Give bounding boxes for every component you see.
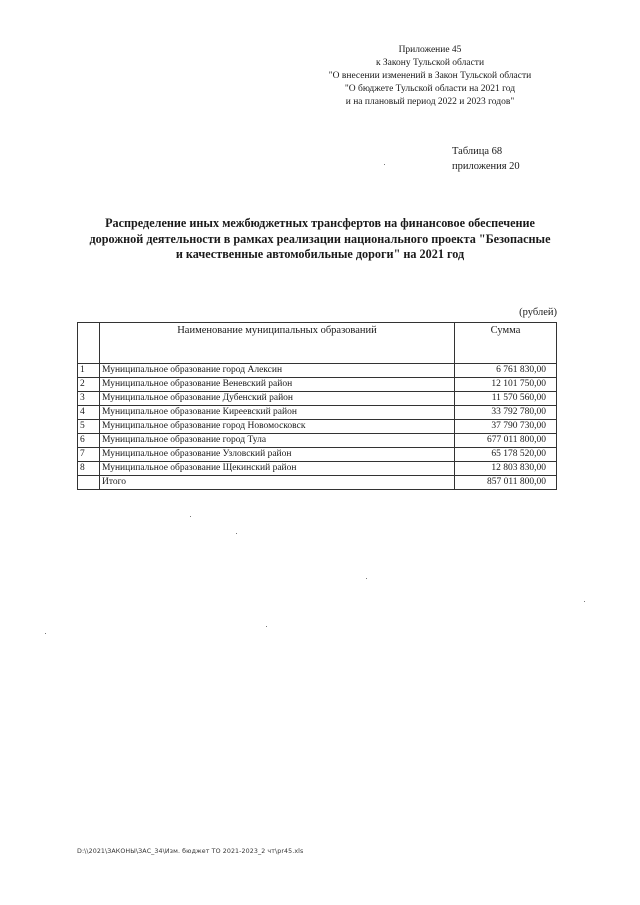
table-row: [78, 420, 557, 434]
row-sum: 33 792 780,00: [455, 406, 557, 420]
table-reference-line-2: приложения 20: [452, 161, 520, 172]
row-sum: 677 011 800,00: [455, 434, 557, 448]
table-reference-line-1: Таблица 68: [452, 146, 503, 157]
title-line-3: и качественные автомобильные дороги" на 2021 год: [175, 247, 465, 261]
scan-speck: [366, 578, 367, 579]
total-sum: 857 011 800,00: [455, 476, 557, 490]
scan-speck: [236, 533, 237, 534]
appendix-header: [300, 44, 560, 109]
row-num: 7: [78, 448, 100, 462]
table-row: [78, 462, 557, 476]
scan-speck: [584, 601, 585, 602]
table-total-row: [78, 476, 557, 490]
row-name: Муниципальное образование город Тула: [100, 434, 455, 448]
row-name: Муниципальное образование Щекинский район: [100, 462, 455, 476]
table-row: [78, 448, 557, 462]
row-sum: 12 803 830,00: [455, 462, 557, 476]
table-row: [78, 434, 557, 448]
row-name: Муниципальное образование Веневский район: [100, 378, 455, 392]
appendix-line-3: "О внесении изменений в Закон Тульской области: [328, 71, 532, 81]
transfers-table: [77, 322, 557, 490]
appendix-line-4: "О бюджете Тульской области на 2021 год: [344, 84, 516, 94]
row-sum: 65 178 520,00: [455, 448, 557, 462]
row-name: Муниципальное образование Дубенский район: [100, 392, 455, 406]
row-num: 5: [78, 420, 100, 434]
row-num: 4: [78, 406, 100, 420]
document-title: [60, 216, 580, 263]
row-name: Муниципальное образование город Алексин: [100, 364, 455, 378]
table-row: [78, 392, 557, 406]
row-num: 1: [78, 364, 100, 378]
row-num: 8: [78, 462, 100, 476]
scan-speck: [266, 626, 267, 627]
row-name: Муниципальное образование Киреевский район: [100, 406, 455, 420]
table-row: [78, 364, 557, 378]
row-sum: 12 101 750,00: [455, 378, 557, 392]
appendix-line-1: Приложение 45: [398, 45, 462, 55]
total-num: [78, 476, 100, 490]
units-label: (рублей): [519, 307, 557, 318]
table-header-row: [78, 323, 557, 364]
row-name: Муниципальное образование город Новомосковск: [100, 420, 455, 434]
header-name: Наименование муниципальных образований: [100, 323, 455, 364]
header-num: [78, 323, 100, 364]
row-num: 3: [78, 392, 100, 406]
header-sum: Сумма: [455, 323, 557, 364]
row-sum: 6 761 830,00: [455, 364, 557, 378]
row-sum: 37 790 730,00: [455, 420, 557, 434]
scan-speck: [45, 633, 46, 634]
scan-speck: [384, 164, 385, 165]
file-path-footer: D:\\2021\ЗАКОНЫ\ЗАС_34\Изм. бюджет ТО 2021-2023_2 чт\pr45.xls: [77, 848, 304, 855]
table-row: [78, 378, 557, 392]
table-row: [78, 406, 557, 420]
table-reference: [452, 144, 520, 174]
appendix-line-2: к Закону Тульской области: [375, 58, 485, 68]
row-num: 6: [78, 434, 100, 448]
row-name: Муниципальное образование Узловский район: [100, 448, 455, 462]
total-label: Итого: [100, 476, 455, 490]
title-line-1: Распределение иных межбюджетных трансфертов на финансовое обеспечение: [105, 216, 535, 230]
row-num: 2: [78, 378, 100, 392]
scan-speck: [190, 516, 191, 517]
title-line-2: дорожной деятельности в рамках реализации национального проекта "Безопасные: [89, 231, 551, 246]
appendix-line-5: и на плановый период 2022 и 2023 годов": [345, 97, 515, 107]
row-sum: 11 570 560,00: [455, 392, 557, 406]
